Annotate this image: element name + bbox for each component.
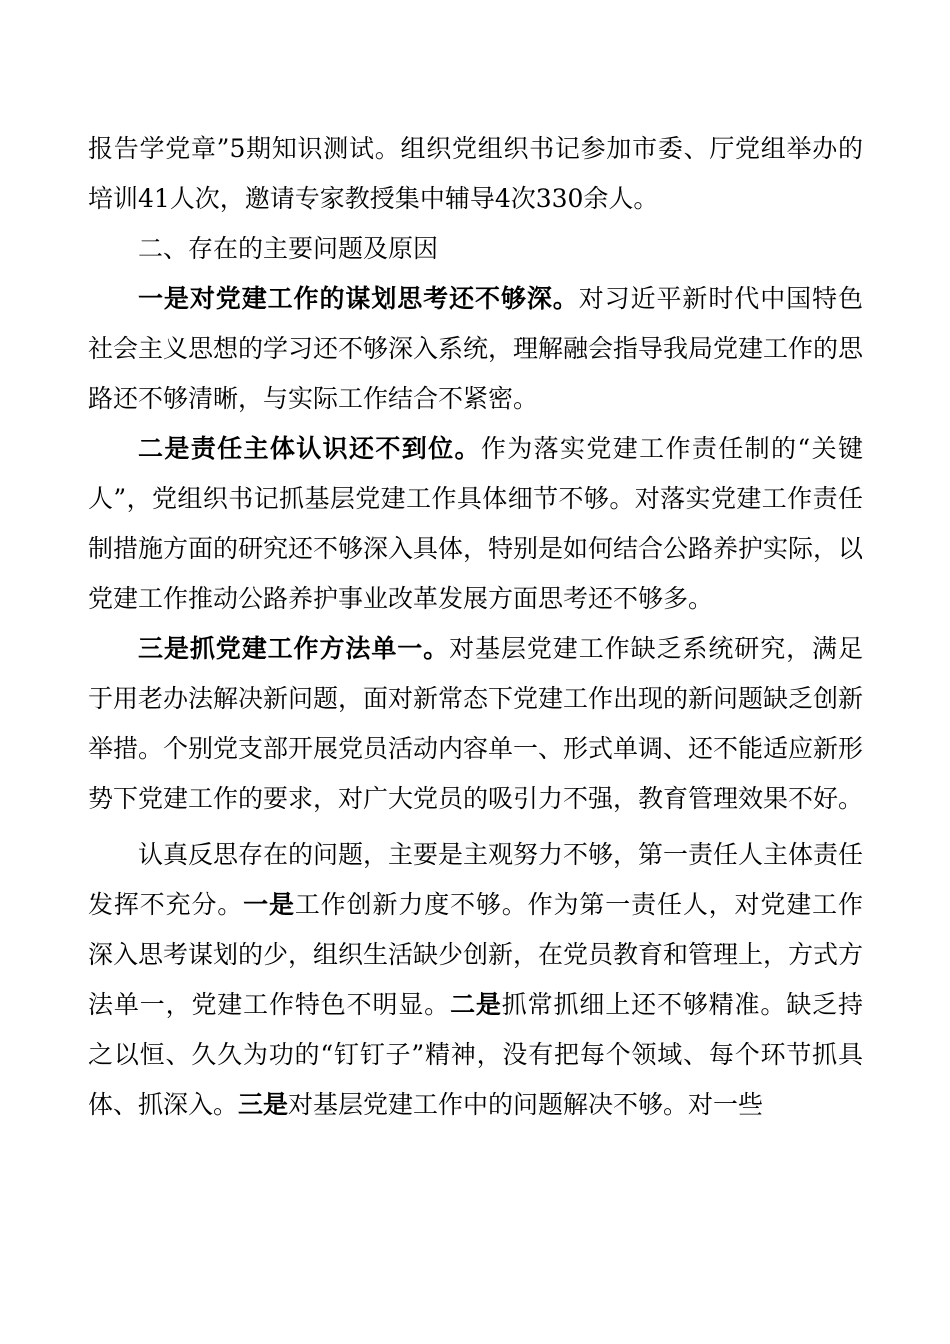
problem-2-text: 作为落实党建工作责任制的“关键人”，党组织书记抓基层党建工作具体细节不够。对落实党建工作责任制措施方面的研究还不够深入具体，特别是如何结合公路养护实际，以党建工作推动公路养护事业改革发展方面思考还不够多。: [88, 434, 864, 613]
paragraph-problem-3: [88, 624, 863, 824]
problem-2-lead: 二是责任主体认识还不到位。: [138, 434, 481, 463]
paragraph-intro-text: 报告学党章”5期知识测试。组织党组织书记参加市委、厅党组举办的培训41人次，邀请专家教授集中辅导4次330余人。: [88, 134, 863, 213]
paragraph-problem-2: [88, 424, 863, 624]
reflection-point-2-text: 抓常抓细上还不够精准。缺乏持之以恒、久久为功的“钉钉子”精神，没有把每个领域、每个环节抓具体、抓深入。: [88, 990, 863, 1119]
reflection-point-3-text: 对基层党建工作中的问题解决不够。对一些: [288, 1090, 764, 1119]
problem-1-text: 对习近平新时代中国特色社会主义思想的学习还不够深入系统，理解融会指导我局党建工作的思路还不够清晰，与实际工作结合不紧密。: [88, 284, 864, 413]
problem-3-text: 对基层党建工作缺乏系统研究，满足于用老办法解决新问题，面对新常态下党建工作出现的新问题缺乏创新举措。个别党支部开展党员活动内容单一、形式单调、还不能适应新形势下党建工作的要求，对广大党员的吸引力不强，教育管理效果不好。: [88, 634, 864, 813]
document-body: [88, 124, 863, 1130]
reflection-point-3-lead: 三是: [238, 1090, 289, 1119]
paragraph-problem-1: [88, 274, 863, 424]
reflection-point-1-text: 工作创新力度不够。作为第一责任人，对党建工作深入思考谋划的少，组织生活缺少创新，在党员教育和管理上，方式方法单一，党建工作特色不明显。: [88, 890, 864, 1019]
paragraph-reflection: [88, 830, 863, 1130]
problem-3-lead: 三是抓党建工作方法单一。: [138, 634, 450, 663]
reflection-intro: 认真反思存在的问题，主要是主观努力不够，第一责任人主体责任发挥不充分。: [88, 840, 864, 919]
reflection-point-2-lead: 二是: [450, 990, 502, 1019]
problem-1-lead: 一是对党建工作的谋划思考还不够深。: [138, 284, 579, 313]
paragraph-intro: [88, 124, 863, 224]
reflection-point-1-lead: 一是: [243, 890, 295, 919]
section-heading: 二、存在的主要问题及原因: [138, 234, 439, 263]
